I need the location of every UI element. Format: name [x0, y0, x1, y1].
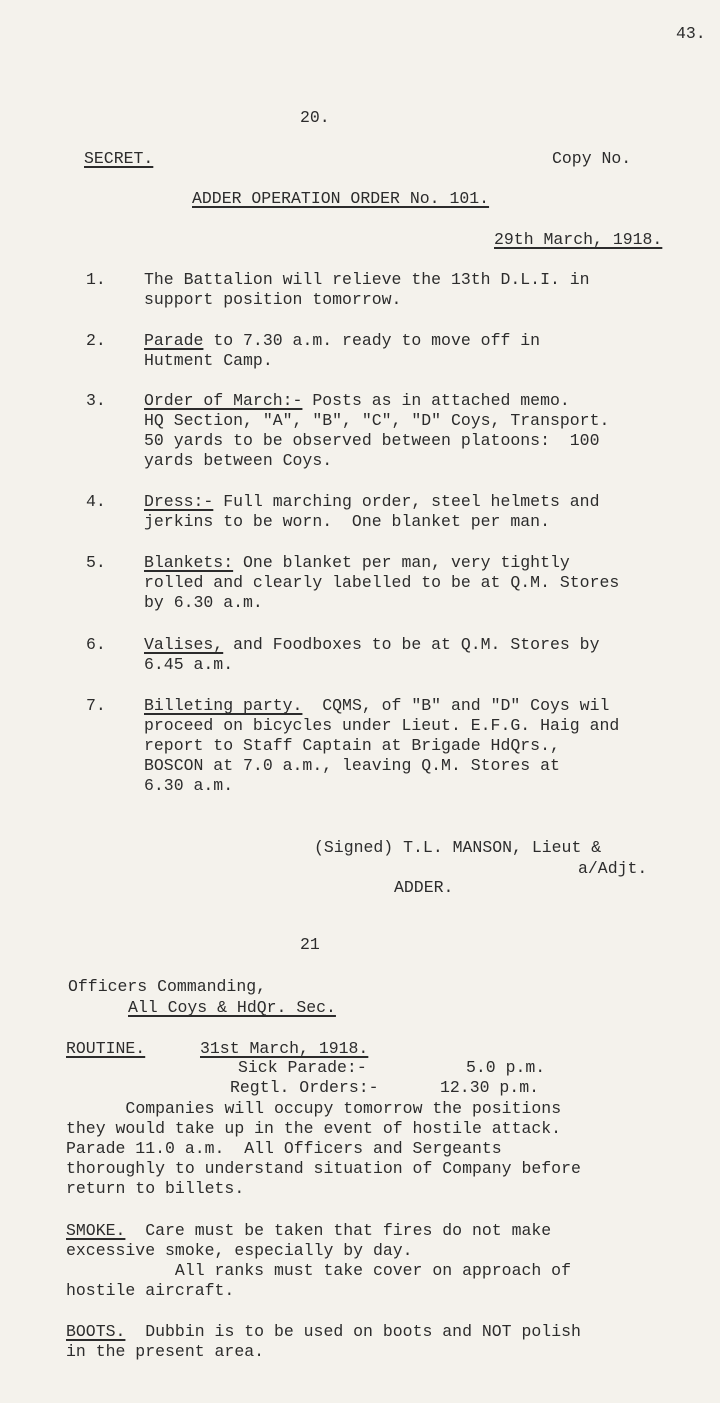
- item-body: and Foodboxes to be at Q.M. Stores by 6.45 a.m.: [144, 635, 600, 674]
- item-body: The Battalion will relieve the 13th D.L.I. in support position tomorrow.: [144, 270, 590, 309]
- item-heading: Blankets:: [144, 553, 234, 572]
- smoke-paragraph: [66, 1221, 716, 1301]
- item-body: CQMS, of "B" and "D" Coys wil proceed on bicycles under Lieut. E.F.G. Haig and report to Staff Captain at Brigade HdQrs., BOSCON at 7.0 a.m., leaving Q.M. Stores at 6.30 a.m.: [144, 696, 620, 795]
- copy-number: Copy No.: [552, 149, 632, 168]
- page-number: 43.: [676, 24, 706, 43]
- item-number: 2.: [86, 331, 106, 350]
- regtl-orders-time: 12.30 p.m.: [440, 1078, 540, 1097]
- item-body: to 7.30 a.m. ready to move off in Hutment Camp.: [144, 331, 541, 370]
- smoke-text: Care must be taken that fires do not make excessive smoke, especially by day. All ranks must take cover on approach of hostile aircraft.: [66, 1221, 571, 1300]
- classification: SECRET.: [84, 149, 154, 168]
- regtl-orders-label: Regtl. Orders:-: [230, 1078, 379, 1097]
- smoke-heading: SMOKE.: [66, 1221, 126, 1240]
- signature-rank: a/Adjt.: [578, 859, 648, 878]
- item-text: [144, 492, 720, 532]
- order-date: 29th March, 1918.: [494, 230, 663, 249]
- item-body: Posts as in attached memo. HQ Section, "A", "B", "C", "D" Coys, Transport. 50 yards to be observed between platoons: 100 yards between Coys.: [144, 391, 610, 470]
- boots-paragraph: [66, 1322, 716, 1362]
- item-heading: Parade: [144, 331, 204, 350]
- item-text: [144, 331, 720, 371]
- item-text: [144, 270, 720, 310]
- section-number: 21: [300, 935, 320, 954]
- item-number: 1.: [86, 270, 106, 289]
- item-heading: Valises,: [144, 635, 224, 654]
- item-body: Full marching order, steel helmets and jerkins to be worn. One blanket per man.: [144, 492, 600, 531]
- order-number: 20.: [300, 108, 330, 127]
- routine-text: Companies will occupy tomorrow the positions they would take up in the event of hostile attack. Parade 11.0 a.m. All Officers and Sergeants thoroughly to understand situation of Company before return to billets.: [66, 1099, 581, 1198]
- signature-unit: ADDER.: [394, 878, 454, 897]
- item-number: 7.: [86, 696, 106, 715]
- order-title: ADDER OPERATION ORDER No. 101.: [192, 189, 490, 208]
- item-text: [144, 553, 720, 613]
- routine-heading: ROUTINE.: [66, 1039, 146, 1058]
- boots-text: Dubbin is to be used on boots and NOT polish in the present area.: [66, 1322, 581, 1361]
- routine-date: 31st March, 1918.: [200, 1039, 369, 1058]
- item-text: [144, 391, 720, 471]
- sick-parade-time: 5.0 p.m.: [466, 1058, 546, 1077]
- item-number: 6.: [86, 635, 106, 654]
- item-text: [144, 696, 720, 796]
- item-number: 4.: [86, 492, 106, 511]
- item-number: 3.: [86, 391, 106, 410]
- signature-line: (Signed) T.L. MANSON, Lieut &: [314, 838, 602, 857]
- boots-heading: BOOTS.: [66, 1322, 126, 1341]
- item-heading: Order of March:-: [144, 391, 303, 410]
- sick-parade-label: Sick Parade:-: [238, 1058, 367, 1077]
- item-heading: Billeting party.: [144, 696, 303, 715]
- item-body: One blanket per man, very tightly rolled and clearly labelled to be at Q.M. Stores by 6.30 a.m.: [144, 553, 620, 612]
- addressee: Officers Commanding,: [68, 977, 267, 996]
- item-number: 5.: [86, 553, 106, 572]
- item-text: [144, 635, 720, 675]
- item-heading: Dress:-: [144, 492, 214, 511]
- addressee-units: All Coys & HdQr. Sec.: [128, 998, 336, 1017]
